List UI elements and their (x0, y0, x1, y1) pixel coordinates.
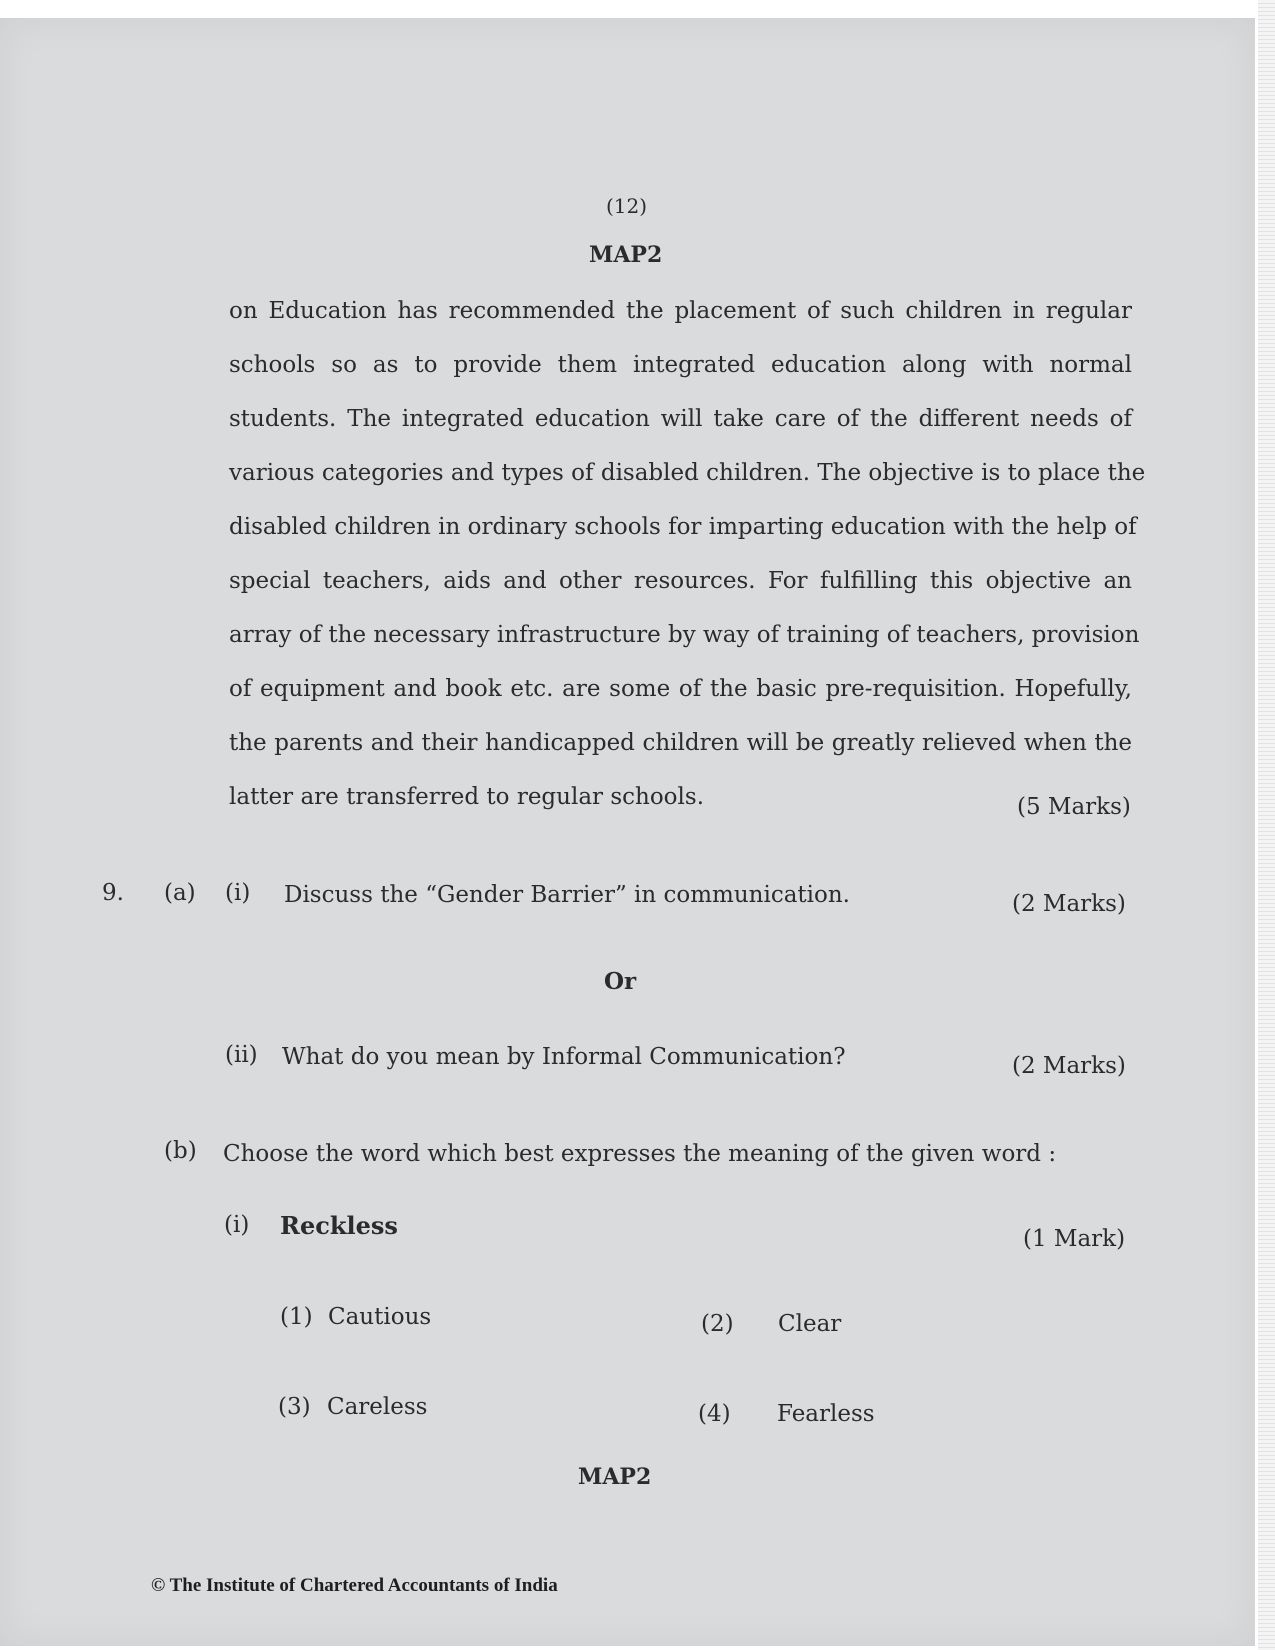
option-number: (4) (698, 1401, 731, 1427)
paper-code-bottom: MAP2 (578, 1464, 652, 1490)
passage-line: special teachers, aids and other resources. For fulfilling this objective an (229, 568, 1132, 594)
given-word: Reckless (280, 1211, 398, 1240)
passage-marks: (5 Marks) (1017, 794, 1131, 820)
paper-code: MAP2 (589, 242, 663, 268)
sub-i-label: (i) (224, 1212, 250, 1238)
or-separator: Or (604, 968, 637, 995)
passage-line: array of the necessary infrastructure by way of training of teachers, provision (229, 622, 1140, 648)
option-number: (2) (701, 1311, 734, 1337)
passage-line: students. The integrated education will take care of the different needs of (229, 406, 1132, 432)
passage-line: of equipment and book etc. are some of the basic pre-requisition. Hopefully, (229, 676, 1132, 702)
question-text: Choose the word which best expresses the meaning of the given word : (223, 1141, 1057, 1167)
part-a-label: (a) (164, 880, 196, 906)
option-text: Careless (327, 1394, 428, 1420)
option-text: Fearless (777, 1401, 875, 1427)
question-marks: (2 Marks) (1012, 891, 1126, 917)
option-number: (1) (280, 1304, 313, 1330)
page-number: (12) (606, 194, 648, 218)
part-b-label: (b) (164, 1138, 197, 1164)
passage-line: disabled children in ordinary schools for imparting education with the help of (229, 514, 1137, 540)
page-edge (1258, 0, 1275, 1650)
passage-line: various categories and types of disabled children. The objective is to place the (229, 460, 1146, 486)
option-text: Cautious (328, 1304, 432, 1330)
question-marks: (2 Marks) (1012, 1053, 1126, 1079)
passage-line: the parents and their handicapped children will be greatly relieved when the (229, 730, 1132, 756)
passage-line: schools so as to provide them integrated education along with normal (229, 352, 1132, 378)
sub-ii-label: (ii) (225, 1042, 258, 1068)
question-marks: (1 Mark) (1023, 1226, 1126, 1252)
question-text: Discuss the “Gender Barrier” in communication. (284, 882, 850, 908)
copyright-footer: © The Institute of Chartered Accountants of India (151, 1575, 558, 1596)
sub-i-label: (i) (225, 880, 251, 906)
passage-line: latter are transferred to regular schools. (229, 784, 705, 810)
passage-line: on Education has recommended the placement of such children in regular (229, 298, 1132, 324)
option-text: Clear (778, 1311, 842, 1337)
question-number: 9. (102, 880, 124, 906)
option-number: (3) (278, 1394, 311, 1420)
question-text: What do you mean by Informal Communication? (282, 1044, 846, 1070)
